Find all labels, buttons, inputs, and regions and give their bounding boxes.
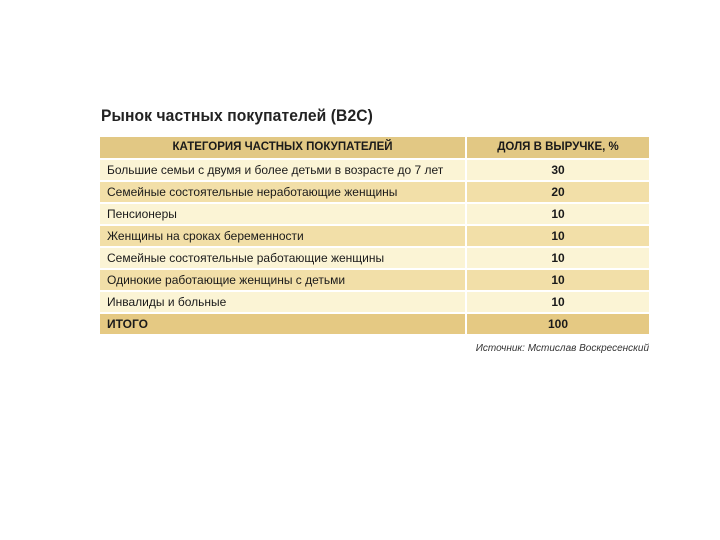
row-share: 30 — [466, 159, 649, 181]
row-share: 20 — [466, 181, 649, 203]
table-row — [100, 203, 649, 225]
page-title: Рынок частных покупателей (B2C) — [101, 106, 373, 125]
total-value: 100 — [466, 313, 649, 335]
table-row — [100, 225, 649, 247]
row-share: 10 — [466, 203, 649, 225]
row-share: 10 — [466, 247, 649, 269]
source-note: Источник: Мстислав Воскресенский — [475, 343, 649, 354]
total-label: ИТОГО — [100, 313, 466, 335]
row-share: 10 — [466, 269, 649, 291]
table-row — [100, 159, 649, 181]
row-share: 10 — [466, 225, 649, 247]
row-category: Одинокие работающие женщины с детьми — [100, 269, 466, 291]
column-header-share: ДОЛЯ В ВЫРУЧКЕ, % — [466, 137, 649, 159]
row-category: Пенсионеры — [100, 203, 466, 225]
table-row — [100, 291, 649, 313]
table-row — [100, 181, 649, 203]
b2c-table — [100, 137, 649, 336]
row-share: 10 — [466, 291, 649, 313]
row-category: Семейные состоятельные неработающие женщины — [100, 181, 466, 203]
column-header-category: КАТЕГОРИЯ ЧАСТНЫХ ПОКУПАТЕЛЕЙ — [100, 137, 466, 159]
table-row — [100, 247, 649, 269]
row-category: Большие семьи с двумя и более детьми в возрасте до 7 лет — [100, 159, 466, 181]
row-category: Женщины на сроках беременности — [100, 225, 466, 247]
table-row — [100, 269, 649, 291]
table-header-row — [100, 137, 649, 159]
table-total-row — [100, 313, 649, 335]
row-category: Инвалиды и больные — [100, 291, 466, 313]
row-category: Семейные состоятельные работающие женщины — [100, 247, 466, 269]
